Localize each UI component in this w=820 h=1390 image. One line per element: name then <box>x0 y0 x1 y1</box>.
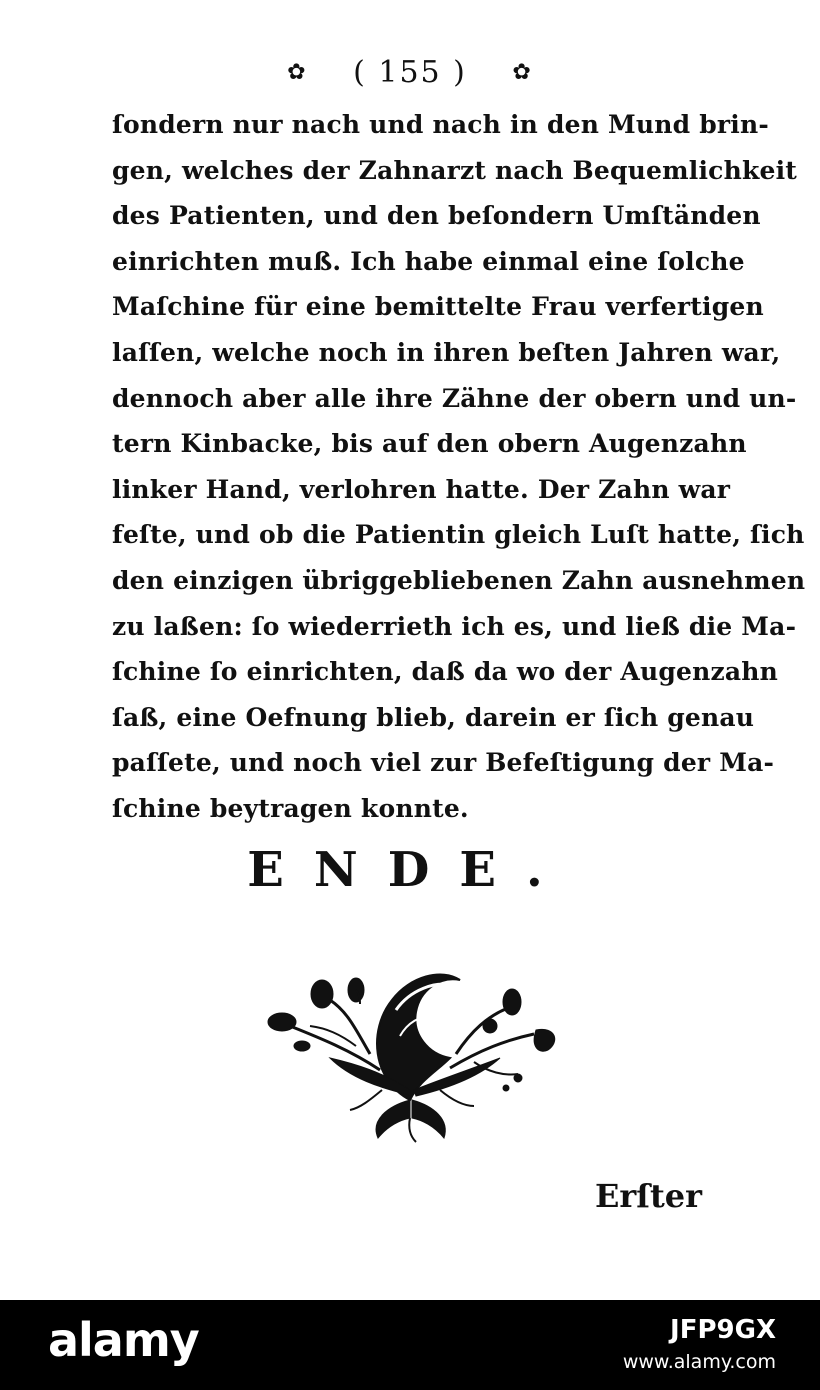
catchword: Erſter <box>594 1177 702 1215</box>
text-line: einrichten muß. Ich habe einmal eine ſolche <box>112 246 745 276</box>
floral-tailpiece-icon <box>260 950 560 1145</box>
text-line: tern Kinbacke, bis auf den obern Augenzahn <box>112 429 747 459</box>
body-text <box>112 102 806 832</box>
text-line: ſondern nur nach und nach in den Mund brin- <box>112 110 769 139</box>
watermark-banner <box>0 1300 820 1390</box>
ende-heading: ENDE. <box>247 842 573 898</box>
watermark-site: www.alamy.com <box>622 1351 776 1373</box>
text-line: zu laßen: ſo wiederrieth ich es, und ließ die Ma- <box>112 611 797 641</box>
flower-ornament-icon: ✿ <box>512 60 533 85</box>
text-line: feſte, und ob die Patientin gleich Luſt hatte, ſich <box>112 520 805 550</box>
text-line: ſchine beytragen konnte. <box>112 793 469 823</box>
text-line: paſſete, und noch viel zur Befeſtigung der Ma- <box>112 748 775 778</box>
text-line: dennoch aber alle ihre Zähne der obern und un- <box>112 383 797 413</box>
text-line: linker Hand, verlohren hatte. Der Zahn war <box>112 474 731 504</box>
text-line: laſſen, welche noch in ihren beſten Jahren war, <box>112 337 781 367</box>
text-line: den einzigen übriggebliebenen Zahn ausnehmen <box>112 565 806 595</box>
watermark-image-id: JFP9GX <box>670 1315 776 1345</box>
text-line: gen, welches der Zahnarzt nach Bequemlichkeit <box>112 155 798 185</box>
text-line: des Patienten, und den beſondern Umſtänden <box>112 201 761 231</box>
text-line: Maſchine für eine bemittelte Frau verfertigen <box>112 292 764 322</box>
page-header <box>0 52 820 92</box>
text-line: ſaß, eine Oefnung blieb, darein er ſich genau <box>112 702 755 732</box>
text-line: ſchine ſo einrichten, daß da wo der Augenzahn <box>112 657 779 687</box>
page-number: ( 155 ) <box>353 55 467 90</box>
watermark-logo: alamy <box>48 1313 199 1367</box>
flower-ornament-icon: ✿ <box>287 60 308 85</box>
